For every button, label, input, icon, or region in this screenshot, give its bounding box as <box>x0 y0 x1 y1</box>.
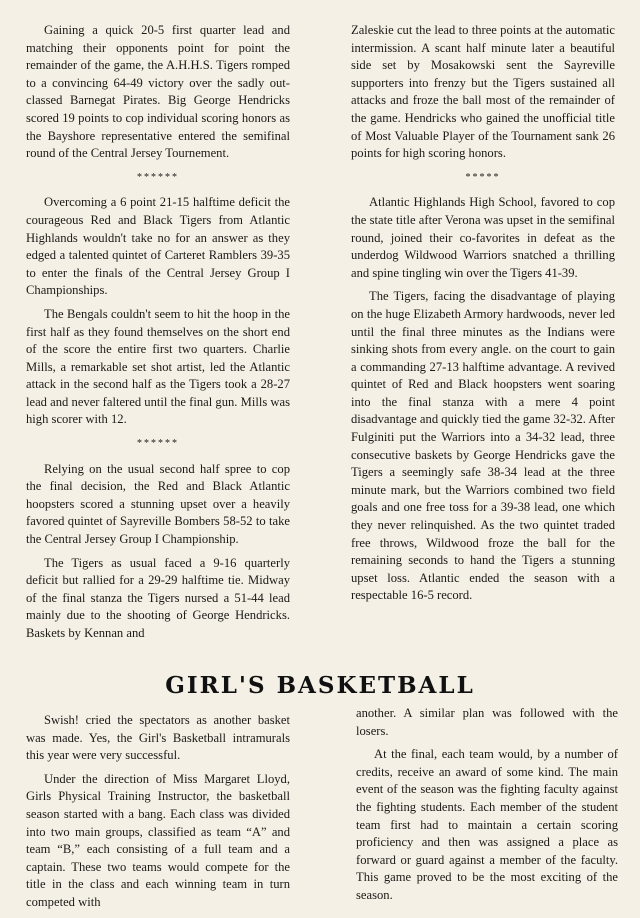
paragraph-faculty-game: At the final, each team would, by a number of credits, receive an award of some kind. The main event of the season was the fighting faculty against the fighting students. Each member of the student team first had to maintain a certain scoring proficiency and then was assigned a place as forward or guard against a member of the faculty. This game proved to be the most exciting of the season. <box>356 747 618 902</box>
paragraph-sayreville-rally: The Tigers as usual faced a 9-16 quarterly deficit but rallied for a 29-29 halftime tie. Midway of the final stanza the Tigers nursed a 51-44 lead mainly due to the shooting of George Hendricks. Baskets by Kennan and <box>26 555 290 640</box>
paragraph-intramurals-intro: Swish! cried the spectators as another basket was made. Yes, the Girl's Basketball intramurals this year were very successful. <box>26 713 290 763</box>
paragraph-sayreville-championship: Relying on the usual second half spree to cop the final decision, the Red and Black Atlantic hoopsters scored a stunning upset over a heavily favored quintet of Sayreville Bombers 58-52 to take the Central Jersey Group I Championship. <box>26 461 290 547</box>
boys-basketball-left-column <box>26 22 290 649</box>
paragraph-losers-plan: another. A similar plan was followed with the losers. <box>356 706 618 738</box>
girls-basketball-right-column <box>356 705 618 911</box>
section-separator: ***** <box>465 171 501 183</box>
paragraph-sayreville-continued: Zaleskie cut the lead to three points at the automatic intermission. A scant half minute later a beautiful side set by Mosakowski sent the Sayreville supporters into frenzy but the Tigers sustained all attacks and froze the ball most of the remainder of the game. Hendricks who gained the unofficial title of Most Valuable Player of the Tournament sank 26 points for high scoring honors. <box>351 23 615 161</box>
girls-basketball-left-column <box>26 712 290 918</box>
section-separator: ****** <box>137 171 179 183</box>
paragraph-wildwood-upset: Atlantic Highlands High School, favored to cop the state title after Verona was upset in the semifinal round, joined their co-favorites in defeat as the underdog Wildwood Warriors snatched a thrilling and spine tingling win over the Tigers 41-39. <box>351 195 615 280</box>
paragraph-barnegat-game: Gaining a quick 20-5 first quarter lead and matching their opponents point for point the remainder of the game, the A.H.H.S. Tigers romped to a convincing 64-49 victory over the sadly out-classed Barnegat Pirates. Big George Hendricks scored 19 points to cop individual scoring honors as the Bayshore representative entered the semifinal round of the Central Jersey Tournement. <box>26 23 290 161</box>
paragraph-season-organization: Under the direction of Miss Margaret Lloyd, Girls Physical Training Instructor, the basketball season started with a bang. Each class was divided into two main groups, classified as team “A” and team “B,” each consisting of a full team and a captain. These two teams would compete for the title in the class and each winning team in turn competed with <box>26 771 290 909</box>
section-title: GIRL'S BASKETBALL <box>165 672 475 699</box>
section-separator: ****** <box>137 438 179 450</box>
paragraph-bengals-second-half: The Bengals couldn't seem to hit the hoop in the first half as they found themselves on the short end of the score the entire first two quarters. Charlie Mills, a remarkable set shot artist, led the Atlantic attack in the second half as the Tigers took a 28-27 lead and never faltered until the final gun. Mills was high scorer with 12. <box>26 306 290 427</box>
boys-basketball-right-column <box>351 22 615 611</box>
paragraph-carteret-game: Overcoming a 6 point 21-15 halftime deficit the courageous Red and Black Tigers from Atlantic Highlands wouldn't take no for an answer as they edged a talented quintet of Carteret Ramblers 39-35 to enter the finals of the Central Jersey Group I Championships. <box>26 195 290 298</box>
paragraph-wildwood-game-detail: The Tigers, facing the disadvantage of playing on the huge Elizabeth Armory hardwoods, never led until the final three minutes as the Indians were sinking shots from every angle. on the court to gain a commanding 27-13 halftime advantage. A revived quintet of Red and Black hoopsters went soaring into the final stanza with a mere 4 point disadvantage and quickly tied the game 32-32. After Fulginiti put the Warriors into a 34-32 lead, three consecutive baskets by George Hendricks gave the Tigers a seemingly safe 38-34 lead at the three minute mark, but the Warriors combined two field goals and one free toss for a 39-38 lead, one which they never relinquished. As the two quintet traded free throws, Wildwood froze the ball for the remaining seconds to hand the Tigers a stunning upset loss. Atlantic ended the season with a respectable 16-5 record. <box>351 289 615 603</box>
